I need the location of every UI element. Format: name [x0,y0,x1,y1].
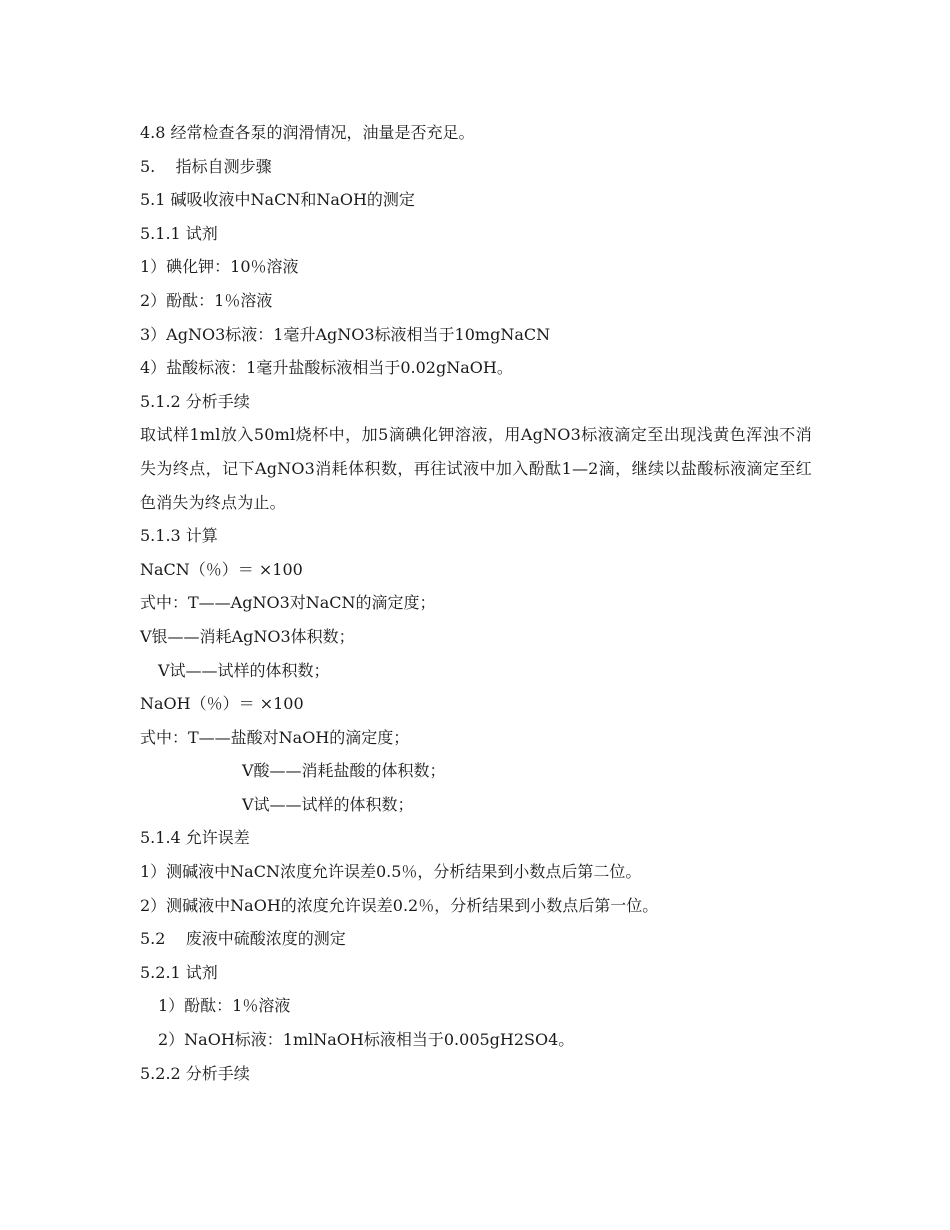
formula-nacn-legend-v-silver: V银——消耗AgNO3体积数； [140,626,355,646]
text-line-4-8: 4.8 经常检查各泵的润滑情况，油量是否充足。 [140,123,475,142]
heading-procedure: 5.1.2 分析手续 [140,391,250,411]
formula-naoh-legend-v-acid: V酸——消耗盐酸的体积数； [242,761,446,781]
heading-allowed-error: 5.1.4 允许误差 [140,828,250,848]
error-item-1: 1）测碱液中NaCN浓度允许误差0.5％，分析结果到小数点后第二位。 [140,862,642,882]
error-item-2: 2）测碱液中NaOH的浓度允许误差0.2％，分析结果到小数点后第一位。 [140,895,659,915]
formula-naoh: NaOH（％）＝ ×100 [140,694,304,714]
reagent-item-2: 2）酚酞：1％溶液 [140,290,273,310]
heading-calculation: 5.1.3 计算 [140,526,218,546]
document-body [140,116,820,1090]
heading-section-5: 5. 指标自测步骤 [140,156,272,176]
heading-reagents-5-2-1: 5.2.1 试剂 [140,962,218,982]
formula-nacn-legend-v-sample: V试——试样的体积数； [158,660,330,680]
formula-naoh-legend-t: 式中：T——盐酸对NaOH的滴定度； [140,727,410,747]
formula-naoh-legend-v-sample: V试——试样的体积数； [242,794,414,814]
reagent-item-1: 1）碘化钾：10％溶液 [140,257,299,277]
heading-reagents: 5.1.1 试剂 [140,223,218,243]
reagent-5-2-item-1: 1）酚酞：1％溶液 [158,996,291,1016]
reagent-item-4: 4）盐酸标液：1毫升盐酸标液相当于0.02gNaOH。 [140,358,513,378]
reagent-item-3: 3）AgNO3标液：1毫升AgNO3标液相当于10mgNaCN [140,324,551,344]
heading-section-5-2: 5.2 废液中硫酸浓度的测定 [140,929,346,949]
heading-procedure-5-2-2: 5.2.2 分析手续 [140,1063,250,1083]
formula-nacn: NaCN（％）＝ ×100 [140,559,303,579]
reagent-5-2-item-2: 2）NaOH标液：1mlNaOH标液相当于0.005gH2SO4。 [158,1030,575,1050]
heading-section-5-1: 5.1 碱吸收液中NaCN和NaOH的测定 [140,190,415,210]
formula-nacn-legend-t: 式中：T——AgNO3对NaCN的滴定度； [140,593,436,613]
procedure-paragraph: 取试样1ml放入50ml烧杯中，加5滴碘化钾溶液，用AgNO3标液滴定至出现浅黄色浑浊不消失为终点，记下AgNO3消耗体积数，再往试液中加入酚酞1—2滴，继续以盐酸标液滴定至红色消失为终点为止。 [140,425,812,512]
